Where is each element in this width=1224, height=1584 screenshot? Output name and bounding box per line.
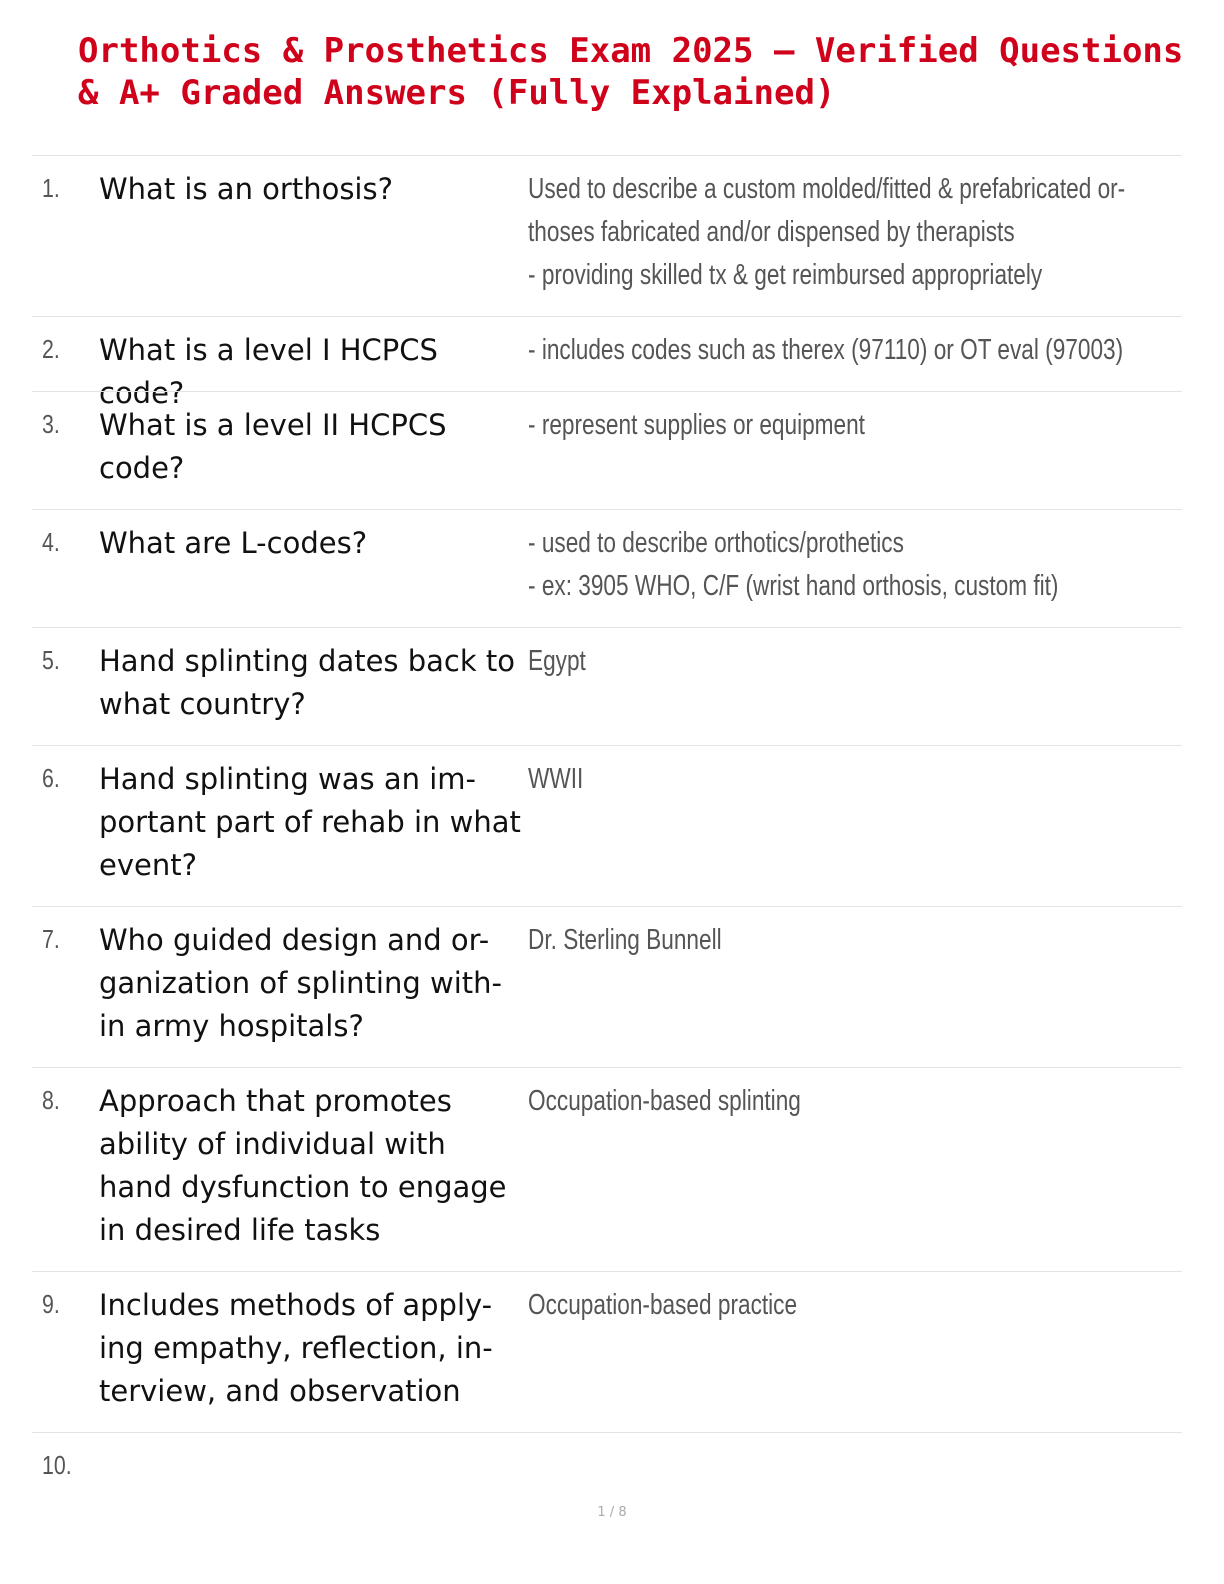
answer-text: WWII bbox=[528, 763, 584, 795]
answer-text: Dr. Sterling Bunnell bbox=[528, 924, 722, 956]
question-text: What is a level I HCPCS code? bbox=[99, 333, 438, 410]
question-text: Hand splinting was an im- portant part of rehab in what event? bbox=[99, 762, 521, 882]
qa-item bbox=[32, 391, 1182, 509]
answer-text: Used to describe a custom molded/fitted & prefabricated or- thoses fabricated and/or dispensed by therapists - providing skilled tx & get reimbursed appropriately bbox=[528, 173, 1126, 291]
item-number: 9. bbox=[42, 1289, 60, 1319]
item-number: 6. bbox=[42, 763, 60, 793]
page-number: 1 / 8 bbox=[597, 1505, 627, 1520]
answer-text: Occupation-based splinting bbox=[528, 1085, 801, 1117]
question-text: Who guided design and or- ganization of splinting with- in army hospitals? bbox=[99, 923, 502, 1043]
question-text: Includes methods of apply- ing empathy, reflection, in- terview, and observation bbox=[99, 1288, 493, 1408]
question-text: Hand splinting dates back to what country? bbox=[99, 644, 515, 721]
question-text: Approach that promotes ability of individual with hand dysfunction to engage in desired life tasks bbox=[99, 1084, 507, 1247]
item-number: 8. bbox=[42, 1085, 60, 1115]
question-text: What are L-codes? bbox=[99, 526, 368, 560]
answer-text: - represent supplies or equipment bbox=[528, 409, 865, 441]
item-number: 1. bbox=[42, 173, 60, 203]
qa-item bbox=[32, 745, 1182, 906]
qa-list bbox=[32, 155, 1182, 1493]
document-title: Orthotics & Prosthetics Exam 2025 – Verified Questions & A+ Graded Answers (Fully Explained) bbox=[78, 31, 1184, 113]
item-number: 2. bbox=[42, 334, 60, 364]
answer-text: Egypt bbox=[528, 645, 586, 677]
item-number: 4. bbox=[42, 527, 60, 557]
question-text: What is a level II HCPCS code? bbox=[99, 408, 447, 485]
qa-item bbox=[32, 316, 1182, 410]
qa-item bbox=[32, 627, 1182, 745]
item-number: 3. bbox=[42, 409, 60, 439]
qa-item bbox=[32, 1271, 1182, 1432]
qa-item bbox=[32, 906, 1182, 1067]
qa-item bbox=[32, 509, 1182, 627]
item-number: 10. bbox=[42, 1450, 72, 1480]
answer-text: - used to describe orthotics/prothetics - ex: 3905 WHO, C/F (wrist hand orthosis, custom fit) bbox=[528, 527, 1059, 602]
question-text: What is an orthosis? bbox=[99, 172, 393, 206]
answer-text: - includes codes such as therex (97110) or OT eval (97003) bbox=[528, 334, 1124, 366]
item-number: 7. bbox=[42, 924, 60, 954]
qa-item bbox=[32, 155, 1182, 316]
qa-item bbox=[32, 1432, 1182, 1493]
answer-text: Occupation-based practice bbox=[528, 1289, 798, 1321]
qa-item bbox=[32, 1067, 1182, 1271]
item-number: 5. bbox=[42, 645, 60, 675]
